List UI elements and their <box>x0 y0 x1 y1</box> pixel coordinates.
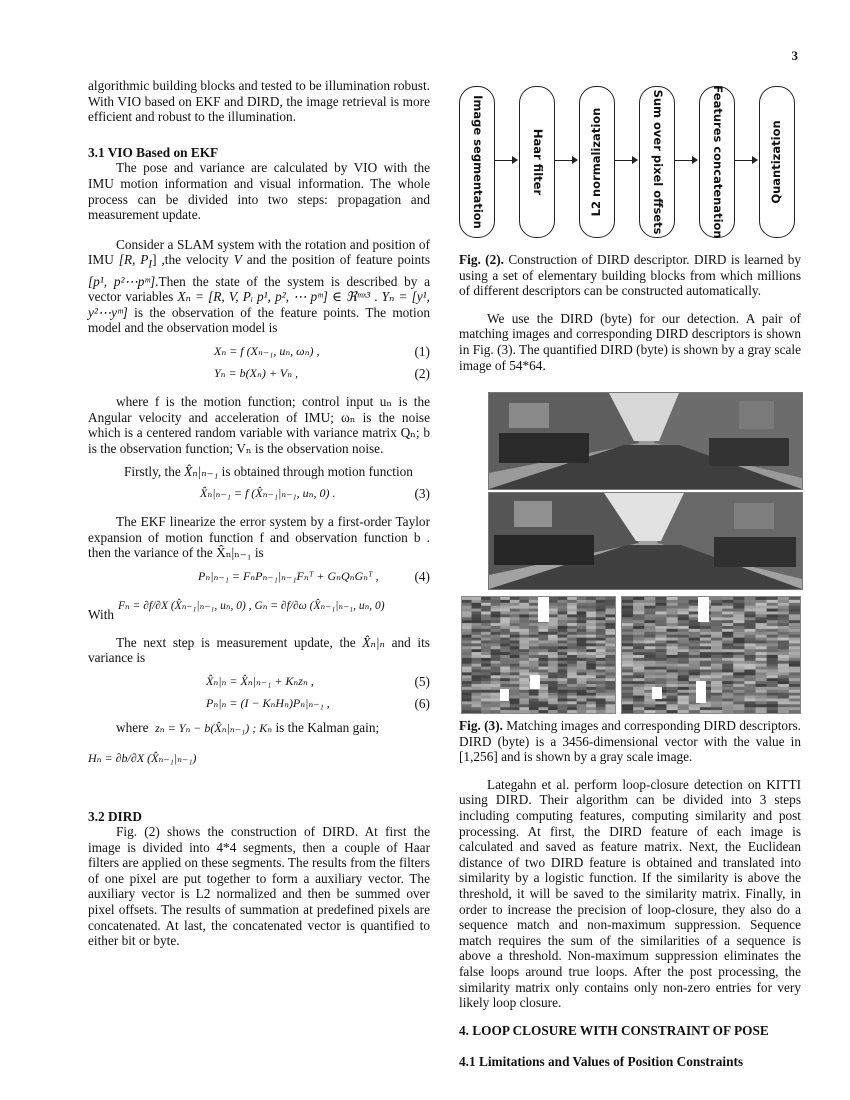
paragraph-lategahn: Lategahn et al. perform loop-closure detection on KITTI using DIRD. Their algorithm can be divided into 3 steps including computing features, computing similarity and post processing. At first, the DIRD feature of each image is calculated and saved as feature matrix. Next, the Euclidean distance of two DIRD feature is obtained and translated into similarity by a logistic function. If the similarity is above the threshold, it will be saved to the similarity matrix. Finally, in order to increase the precision of loop-closure, they also do a sequence match and non-maximum suppression. Sequence match requires the sum of the similarities of a sequence is above a threshold. Non-maximum suppression eliminates the false loops around true loops. After the post processing, the similarity matrix only contains only non-zero entries for very likely loop closure. <box>459 776 801 1011</box>
right-column-lower <box>459 718 801 1070</box>
figure-2-flowchart <box>459 80 801 250</box>
paragraph-kalman-gain: where zₙ = Yₙ − b(X̂ₙ|ₙ₋₁) ; Kₙ is the Kalman gain; <box>116 719 380 735</box>
intro-paragraph: algorithmic building blocks and tested to be illumination robust. With VIO based on EKF and DIRD, the image retrieval is more efficient and robust to the illumination. <box>88 78 430 125</box>
step-features-concatenation: Features concatenation <box>699 86 735 238</box>
equation-6: Pₙ|ₙ = (I − KₙHₙ)Pₙ|ₙ₋₁ , (6) <box>206 695 430 711</box>
section-3-1-title: 3.1 VIO Based on EKF <box>88 144 219 160</box>
street-image-top <box>488 392 803 490</box>
equation-2: Yₙ = b(Xₙ) + Vₙ , (2) <box>214 365 430 381</box>
paragraph-dird-construction: Fig. (2) shows the construction of DIRD. At first the image is divided into 4*4 segments, then a couple of Haar filters are applied on these segments. The results from the filters of one pixel are put together to form a auxiliary vector. The auxiliary vector is L2 normalized and then be summed over pixel offsets. The results of summation at predefined pixels are concatenated. At last, the concatenated vector is quantified to either bit or byte. <box>88 824 430 949</box>
arrow-icon <box>615 160 637 161</box>
paragraph-dird-byte: We use the DIRD (byte) for our detection. A pair of matching images and corresponding DIRD descriptors is shown in Fig. (3). The quantified DIRD (byte) is shown by a gray scale image of 54*64. <box>459 310 801 373</box>
section-3-2-title: 3.2 DIRD <box>88 808 142 824</box>
arrow-icon <box>555 160 577 161</box>
page-number: 3 <box>791 48 798 63</box>
paragraph-propagation: The pose and variance are calculated by VIO with the IMU motion information and visual information. The whole process can be divided into two steps: propagation and measurement update. <box>88 160 430 223</box>
equation-4: Pₙ|ₙ₋₁ = FₙPₙ₋₁|ₙ₋₁Fₙᵀ + GₙQₙGₙᵀ , (4) <box>198 568 430 584</box>
paragraph-measurement-update: The next step is measurement update, the X̂ₙ|ₙ and its variance is <box>88 634 430 666</box>
step-image-segmentation: Image segmentation <box>459 86 495 238</box>
left-column <box>88 78 430 949</box>
paragraph-firstly: Firstly, the X̂ₙ|ₙ₋₁ is obtained through motion function <box>124 464 413 480</box>
step-sum-pixel-offsets: Sum over pixel offsets <box>639 86 675 238</box>
equation-3: X̂ₙ|ₙ₋₁ = f (X̂ₙ₋₁|ₙ₋₁, uₙ, 0) . (3) <box>200 485 430 501</box>
paragraph-slam-state: Consider a SLAM system with the rotation and position of IMU [R, $P_I$] ,the velocity V and the position of feature points [p¹, p²⋯pᵐ].Then the state of the system is described by a vector variables Xₙ = [R, V, Pᵢ p¹, p², ⋯ pᵐ] ∈ ℜᵐˣ³ . Yₙ = [y¹, y²⋯yᵐ] is the observation of the feature points. The motion model and the observation model is <box>88 236 431 336</box>
section-4-1-title: 4.1 Limitations and Values of Position Constraints <box>459 1054 744 1070</box>
equation-1: Xₙ = f (Xₙ₋₁, uₙ, ωₙ) , (1) <box>214 343 430 359</box>
dird-descriptor-left <box>461 596 616 714</box>
equation-5: X̂ₙ|ₙ = X̂ₙ|ₙ₋₁ + Kₙzₙ , (5) <box>206 673 430 689</box>
arrow-icon <box>675 160 697 161</box>
street-image-bottom <box>488 492 803 590</box>
paragraph-motion-function: where f is the motion function; control input uₙ is the Angular velocity and acceleration of IMU; ωₙ is the noise which is a centered random variable with variance matrix Qₙ; b is the observation function; Vₙ is the observation noise. <box>88 393 430 456</box>
arrow-icon <box>495 160 517 161</box>
section-4-title: 4. LOOP CLOSURE WITH CONSTRAINT OF POSE <box>459 1022 769 1038</box>
arrow-icon <box>735 160 757 161</box>
dird-descriptor-right <box>621 596 801 714</box>
equation-hn: Hₙ = ∂b/∂X (X̂ₙ₋₁|ₙ₋₁) <box>88 750 197 765</box>
step-l2-normalization: L2 normalization <box>579 86 615 238</box>
figure-3-caption: Fig. (3). Matching images and corresponding DIRD descriptors. DIRD (byte) is a 3456-dimensional vector with the value in [1,256] and is shown by a gray scale image. <box>459 718 801 765</box>
paragraph-ekf-linearize: The EKF linearize the error system by a first-order Taylor expansion of motion function f and observation function b . then the variance of the X̂ₙ|ₙ₋₁ is <box>88 513 430 561</box>
step-quantization: Quantization <box>759 86 795 238</box>
figure-2-caption: Fig. (2). Construction of DIRD descriptor. DIRD is learned by using a set of elementary building blocks from which millions of different descriptors can be constructed automatically. <box>459 252 801 299</box>
step-haar-filter: Haar filter <box>519 86 555 238</box>
right-column <box>459 80 801 373</box>
with-jacobians: With Fₙ = ∂f/∂X (X̂ₙ₋₁|ₙ₋₁, uₙ, 0) , Gₙ = ∂f/∂ω (X̂ₙ₋₁|ₙ₋₁, uₙ, 0) <box>88 599 385 622</box>
